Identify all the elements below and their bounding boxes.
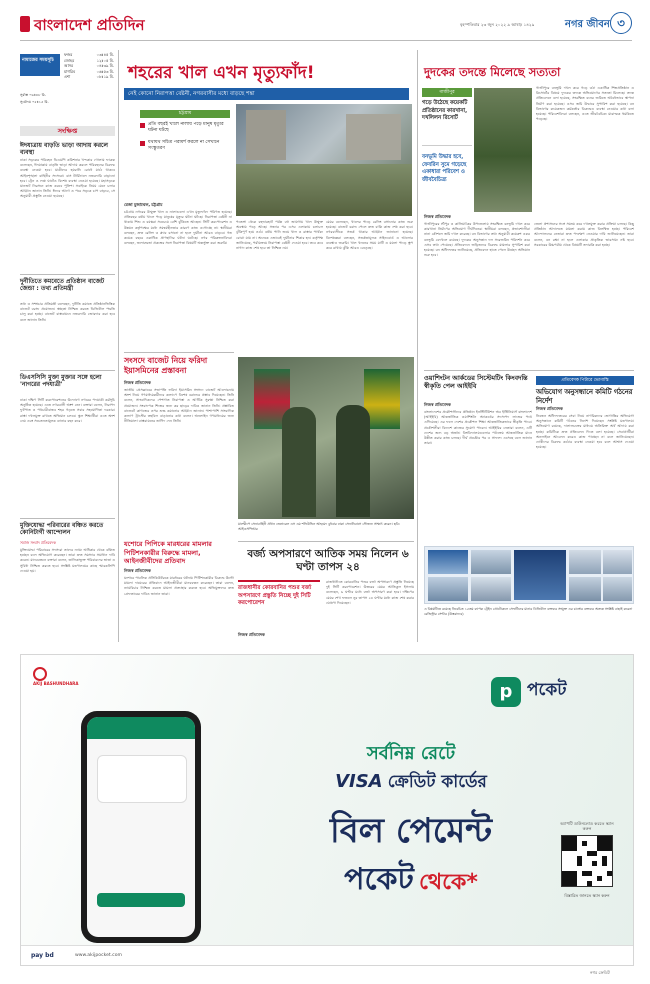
ad-footer-bar: [21, 945, 634, 966]
waste-callout-text: রাজধানীর কোরবানির পশুর বর্জ্য অপসারণে প্রস্তুতি নিচ্ছে দুই সিটি করপোরেশন: [238, 585, 312, 607]
dudok-location-tag: গাজীপুর: [422, 88, 472, 97]
masthead-rule: [20, 40, 632, 41]
lead-callout: [140, 122, 230, 152]
pocket-logo-icon: p: [491, 677, 521, 707]
prayer-row: মাগরিব ০৬ঃ৫৩ মি.: [64, 68, 114, 74]
speaker-tile: [471, 550, 511, 574]
callout-bullet: যথাযথ সচিত্র পরামর্শ করলে না সেখানে সংস্কুতরণ: [140, 140, 230, 152]
ad-line-3: বিল পেমেন্ট: [330, 811, 492, 851]
sidebar-item-tag: সমাজ সংবাদ প্রতিবেদক: [20, 540, 56, 545]
sidebar-item-head: মুক্তিযোদ্ধা পরিবারের বঞ্চিত করতে কোনিটার্গী আন্দোলন: [20, 522, 104, 537]
prayer-row: ফজর ০৩ঃ৪৫ মি.: [64, 52, 114, 57]
waste-byline: নিজস্ব প্রতিবেদক: [238, 632, 265, 637]
masthead: [20, 12, 632, 38]
resort-photo: [474, 88, 532, 212]
sidebar-item: [20, 278, 115, 293]
ad-line-2-text: ক্রেডিট কার্ডের: [387, 772, 487, 792]
phone-button: [97, 893, 185, 907]
lead-headline: শহরের খাল এখন মৃত্যুফাঁদ!: [128, 63, 315, 83]
fardi-body: জাতীয় প্রেসক্লাবের সভাপতি ফরিদা ইয়াসমিন সংসদে বাজেট আলোচনায় অংশ নিয়ে গণমাধ্যমকর্মীদের কল্যাণে বিশেষ বরাদ্দের প্রস্তাব দিয়েছেন। তিনি বলেন, সাংবাদিকদের পেশাগত নিরাপত্তা ও আর্থিক সুরক্ষা নিশ্চিত করা প্রয়োজন। সংবাদপত্র শিল্পের জন্য কর ছাড়ের দাবিও জানান তিনি। প্রস্তাবিত বাজেটে কাগজের ওপর শুল্ক কমানোর আহ্বান জানান। পাশাপাশি সাংবাদিক কল্যাণ ট্রাস্টের তহবিল বাড়ানোর কথা বলেন। অনলাইন গণমাধ্যমের জন্য নীতিমালা বাস্তবায়নের তাগিদ দেন তিনি।: [124, 388, 234, 424]
wasa-headline: ওয়াশিংটন আর্কডের সিস্টেমটিং কিংবদন্তি স্বীকৃতি পেল আইইবি: [424, 374, 528, 391]
sidebar-item: [20, 142, 115, 157]
prayer-row: আসর ০৪ঃ৩৯ মি.: [64, 63, 114, 69]
lead-location-tag: চট্টগ্রাম: [140, 110, 230, 118]
officer-left: [282, 407, 316, 517]
prayer-row: জোহর ১২ঃ০৫ মি.: [64, 57, 114, 63]
lead-body: পতেঙ্গা থেকে বহদ্দারহাট পর্যন্ত বহু জায়গায় খাল উন্মুক্ত অবস্থায় পড়ে আছে। সন্ধ্যার পর এসব এলাকায় চলাচল ঝুঁকিপূর্ণ হয়ে ওঠে। বর্ষায় পানি জমে খাল ও রাস্তার পার্থক্য বোঝা যায় না। অনেকে এভাবেই দুর্ঘটনার শিকার হন। কর্তৃপক্ষ জানিয়েছে, পর্যায়ক্রমে নিরাপত্তা বেষ্টনী দেওয়া হবে। তবে কবে নাগাদ কাজ শেষ হবে তা নিশ্চিত নয়।: [236, 220, 323, 251]
dudok-callout: [422, 154, 472, 206]
visa-logo: VISA: [335, 771, 383, 792]
complaint-tag: [536, 376, 634, 385]
sidebar-title: [20, 126, 115, 136]
callout-bullet: প্রতি বছরই খালে নালায় পড়ে মানুষ মৃত্যুর ঘটনা ঘটছে: [140, 122, 230, 134]
sidebar-item: [20, 374, 115, 389]
speaker-tile: [603, 550, 632, 574]
ad-footer-url: www.akijpocket.com: [75, 953, 122, 958]
column-rule: [417, 50, 418, 642]
army-photo: [238, 357, 414, 519]
ad-line-4: [271, 855, 551, 906]
sidebar-divider: [20, 370, 115, 371]
sidebar-divider: [20, 518, 115, 519]
pocket-logo-text: পকেট: [527, 680, 567, 700]
officer-right: [336, 405, 370, 517]
prayer-label: নামাজের সময়সূচি: [20, 54, 60, 76]
lead-subhead: [124, 88, 409, 100]
complaint-body: নিবন্ধন অধিদফতরের সেবা নিয়ে নাগরিকদের ভোগান্তির অভিযোগ অনুসন্ধানে কমিটি গঠনের নির্দেশ দিয়েছেন সংশ্লিষ্ট মন্ত্রণালয়। অভিযোগ রয়েছে, দালালচক্রের মাধ্যমে অতিরিক্ত অর্থ আদায় করা হচ্ছে। কমিটিকে দ্রুত প্রতিবেদন দিতে বলা হয়েছে। সেবাপ্রার্থীরা অনলাইনে আবেদন করেও কাজ পাচ্ছেন না বলে জানিয়েছেন। দোষীদের বিরুদ্ধে কঠোর ব্যবস্থা নেওয়া হবে বলে আশ্বাস দেওয়া হয়েছে।: [536, 414, 634, 450]
lead-byline: রেজা মুজাম্মেল, চট্টগ্রাম: [124, 202, 163, 207]
meeting-photo-grid: [424, 546, 634, 604]
petition-byline: নিজস্ব প্রতিবেদক: [124, 568, 151, 573]
phone-mockup: [81, 711, 201, 943]
dudok-byline: নিজস্ব প্রতিবেদক: [424, 214, 451, 219]
prayer-box: [20, 50, 115, 108]
dudok-callout-text: বনভূমি উদ্ধার হবে, ফেবরিন সুমে গড়েছে একাধারা পরিবেশ ও জীববৈচিত্র্য: [422, 154, 467, 183]
speaker-tile-main: [514, 550, 566, 600]
section-divider: [124, 352, 234, 353]
photo-caption: মালদ্বীপে সেনাবাহিনী প্রধান জেনারেল এস এম শফিউদ্দিন আহমেদ বুধবার ঢাকা সেনানিবাসে সৌজন্য সাক্ষাৎ করেন। ছবি: আইএসপিআর: [238, 522, 400, 531]
qr-label: অ্যাপটি ডাউনলোড করতে স্ক্যান করুন: [560, 821, 614, 832]
ad-brand-logo: [33, 667, 93, 685]
waste-headline: বর্জ্য অপসারণে আতিক সময় নিলেন ৬ ঘণ্টা তাপস ২৪: [247, 548, 409, 573]
sidebar-title-text: সংক্ষিপ্ত: [57, 127, 78, 135]
ad-footer-left: pay bd: [31, 952, 54, 959]
footer-credit: নগর ক্রেডিট: [590, 970, 610, 975]
dudok-headline: দুদকের তদন্তে মিলেছে সত্যতা: [424, 65, 561, 79]
petition-body: যশোরে পাবলিক প্রসিকিউটরকে মারধরের ঘটনায় পিটিশনকারীর বিরুদ্ধে উল্টো মামলা দায়েরের প্রতিবাদে আইনজীবীরা মানববন্ধন করেছেন। তারা বলেন, ন্যায়বিচার নিশ্চিত করতে মামলা প্রত্যাহার করতে হবে। অভিযুক্তদের দ্রুত গ্রেফতারের দাবিও জানান তারা।: [124, 576, 234, 596]
section-divider: [424, 370, 634, 371]
ad-line-1: সর্বনিম্ন রেটে: [366, 743, 456, 764]
canal-photo: [236, 104, 412, 216]
sidebar-item: [20, 522, 115, 537]
prayer-table: [64, 52, 114, 80]
sidebar-divider: [20, 274, 115, 275]
masthead-date: বৃহস্পতিবার ২৩ জুন ২০২২ ৯ আষাঢ় ১৪২৯: [460, 22, 535, 27]
speaker-tile: [569, 550, 601, 574]
dudok-body: গাজীপুরের শ্রীপুর ও কালিয়াকৈর উপজেলায় সংরক্ষিত বনভূমি দখল করে কারখানা নির্মাণের অভিযোগ দীর্ঘদিনের। স্থানীয়রা বলছেন, প্রভাবশালীরা নানা কৌশলে জমি দখল করেছে। বন বিভাগের তথ্য অনুযায়ী কয়েকশ একর বনভূমি বেদখলে রয়েছে। দুদকের অনুসন্ধান দল সরেজমিন পরিদর্শন করে এসব তথ্য পেয়েছে। প্রতিবেদনে জড়িতদের বিরুদ্ধে মামলার সুপারিশ করা হয়েছে। বন অধিদফতর জানিয়েছে, প্রতিবেদন হাতে পেলে উচ্ছেদ অভিযান শুরু হবে।: [424, 222, 530, 258]
sidebar-item-body: ঢাকা দক্ষিণ সিটি করপোরেশনের উদ্যোগে নগরের পদযাত্রী কর্মসূচি অনুষ্ঠিত হয়েছে। এতে নগরবাসী অংশ নেন। বক্তারা বলেন, নিরাপদ ফুটপাত ও পথচারীবান্ধব শহর গড়তে সবার সহযোগিতা দরকার। রাস্তা দখলমুক্ত রাখতে অভিযান চলবে। স্কুল শিক্ষার্থীরা এতে অংশ নেয় এবং সচেতনতামূলক ব্যানার বহন করে।: [20, 398, 115, 423]
masthead-logo: বাংলাদেশ প্রতিদিন: [34, 16, 145, 34]
fardi-headline: সংসদে বাজেট নিয়ে ফরিদা ইয়াসমিনের প্রস্তাবনা: [124, 356, 208, 375]
canal-building: [246, 110, 286, 160]
sidebar-item-body: ঢাকা সড়কের পরিবহন ডিএমপি কমিশনার খন্দকার গোলাম ফারুক বলেছেন, ঈদযাত্রায় বাড়তি ভাড়া আদায় করলে পরিবহনের বিরুদ্ধে ব্যবস্থা নেওয়া হবে। যাত্রীদের হয়রানি রোধে মাঠে থাকবে আইনশৃঙ্খলা বাহিনীর সদস্যরা। বাস টার্মিনালে নজরদারি বাড়ানো হবে। ট্রেন ও লঞ্চ ঘাটেও বিশেষ ব্যবস্থা নেওয়া হয়েছে। মহাসড়কে যানজট নিরসনে কাজ করবে পুলিশ। সবাইকে নিয়ম মেনে চলার আহ্বান জানান তিনি। ঈদের আগে ও পরে সড়কে চাপ বাড়বে, সে অনুযায়ী প্রস্তুতি নেওয়া হয়েছে।: [20, 158, 115, 199]
speaker-tile: [428, 577, 468, 601]
complaint-tag-text: প্রতিবেদক পিটারে ভোগাস্তি: [561, 378, 609, 383]
lead-subhead-text: নেই কোনো নিরাপত্তা বেষ্টনী, নগরবাসীর মধ্যে বাড়ছে শঙ্কা: [128, 91, 255, 97]
lead-body: চট্টগ্রাম নগরের উন্মুক্ত খাল ও নালাগুলো এখন মৃত্যুফাঁদে পরিণত হয়েছে। প্রতিবছর বর্ষায় খালে পড়ে মানুষের মৃত্যুর ঘটনা ঘটছে। নিরাপত্তা বেষ্টনী না থাকায় শিশু ও বয়স্করা সবচেয়ে বেশি ঝুঁকিতে আছেন। সিটি করপোরেশন ও উন্নয়ন কর্তৃপক্ষের মধ্যে সমন্বয়হীনতার কারণে কাজ এগোচ্ছে না। স্থানীয়রা বলছেন, দ্রুত রেলিং ও স্ল্যাব বসানো না হলে দুর্ঘটনা আরও বাড়বে। গত কয়েক বছরে একাধিক প্রাণহানির ঘটনা ঘটেছে। নগর পরিকল্পনাবিদরা বলছেন, জলাবদ্ধতা প্রকল্পের সঙ্গে নিরাপত্তা বিষয়টি অন্তর্ভুক্ত করা জরুরি।: [124, 210, 232, 246]
speaker-tile: [569, 577, 601, 601]
phone-screen: [87, 717, 195, 937]
sidebar-item-body: মুক্তিযোদ্ধা পরিবারের সদস্যরা তাদের ন্যায্য অধিকার থেকে বঞ্চিত হচ্ছেন বলে অভিযোগ করেছেন। তারা দ্রুত সমস্যার সমাধান দাবি করেন। মানববন্ধনে বক্তারা বলেন, তালিকাভুক্ত পরিবারদের ভাতা ও সুবিধা নিশ্চিত করতে হবে। সংশ্লিষ্ট মন্ত্রণালয়ের কাছে স্মারকলিপি দেওয়া হয়।: [20, 548, 115, 573]
waste-callout: [238, 580, 320, 630]
wasa-body: বাংলাদেশের প্রকৌশলীদের প্রতিষ্ঠান ইনস্টিটিউশন অব ইঞ্জিনিয়ার্স বাংলাদেশ (আইইবি) আন্তর্জাতিক ওয়াশিংটন অ্যাকর্ডের সদস্যপদ লাভের পথে এগিয়েছে। এর ফলে দেশের প্রকৌশল শিক্ষা আন্তর্জাতিকভাবে স্বীকৃতি পাবে। প্রকৌশলীরা বিদেশে কাজের সুযোগ পাবেন। আইইবির নেতারা বলেন, এটি দেশের জন্য বড় অর্জন। বিশ্ববিদ্যালয়গুলোর পাঠ্যক্রম আন্তর্জাতিক মানে উন্নীত করার কাজ চলছে। দীর্ঘ প্রচেষ্টার পর এ সাফল্য এসেছে বলে জানান তারা।: [424, 410, 532, 446]
qr-code-icon: [561, 835, 613, 887]
lead-body: মেয়র বলেছেন, খালের পাড়ে রেলিং বসানোর কাজ শুরু হয়েছে। বাজেট বরাদ্দ পেলে দ্রুত বাকি কাজ শেষ করা হবে। নগরবাসীকে সতর্ক থাকার আহ্বান জানানো হয়েছে। বিশেষজ্ঞরা বলছেন, সতর্কতামূলক সাইনবোর্ড ও আলোর ব্যবস্থাও জরুরি। খাল খননের সময় মাটি ও ময়লা পাড়ে স্তূপ করে রাখায় ঝুঁকি আরও বেড়েছে।: [326, 220, 413, 251]
ad-footer-right: বিস্তারিত জানতে স্ক্যান করুন: [564, 893, 610, 898]
complaint-byline: নিজস্ব প্রতিবেদক: [536, 406, 563, 411]
dudok-body: জেলা প্রশাসনের সঙ্গে সমন্বয় করে দখলমুক্ত করার প্রক্রিয়া চলছে। কিছু প্রতিষ্ঠান আদালতে মামলা করায় কাজ বিলম্বিত হচ্ছে। পরিবেশ আন্দোলনের নেতারা দ্রুত পদক্ষেপ নেওয়ার দাবি জানিয়েছেন। তারা বলেন, বন রক্ষা না হলে এলাকার প্রাকৃতিক ভারসাম্য নষ্ট হবে। সরকারের উচ্চপর্যায় থেকে বিষয়টি তদারকি করা হচ্ছে।: [534, 222, 634, 247]
speaker-tile: [603, 577, 632, 601]
sidebar-item-head: ঈদযাত্রায় বাড়তি ভাড়া আদায় করলে ব্যবস্থা: [20, 142, 108, 157]
ad-line-4-suffix: থেকে*: [418, 870, 478, 895]
sunset-time: সূর্যাস্ত ০৬ঃ৪৮ মি.: [20, 93, 46, 97]
speaker-tile: [428, 550, 468, 574]
dudok-body: গাজীপুরে বনভূমি দখল করে গড়ে ওঠা একাধিক শিল্পপ্রতিষ্ঠান ও রিসোর্টের বিষয়ে দুদকের তদন্তে অভিযোগের সত্যতা মিলেছে। তদন্ত প্রতিবেদনে বলা হয়েছে, সংরক্ষিত বনের জমিতে অবৈধভাবে স্থাপনা নির্মাণ করা হয়েছে। এসব জমি উদ্ধারে সুপারিশ করা হয়েছে। বন বিভাগের কয়েকজন কর্মকর্তার বিরুদ্ধেও ব্যবস্থা নেওয়ার কথা বলা হয়েছে। পরিবেশবিদরা বলছেন, এতে জীববৈচিত্র্য মারাত্মক হুমকিতে পড়েছে।: [536, 86, 634, 122]
square-bullet-icon: [140, 123, 145, 128]
sidebar-item-head: দুর্নীতিতে কমবেতে প্রতিষ্ঠান বাজেট জেন্ডা : তথ্য প্রতিমন্ত্রী: [20, 278, 105, 293]
petition-headline: যশোরে পিপিকে মারধরের মামলার পিটিশনকারীর বিরুদ্ধে মামলা, আইনজীবীদের প্রতিবাদ: [124, 540, 212, 566]
column-rule: [118, 50, 119, 642]
square-bullet-icon: [140, 141, 145, 146]
complaint-headline: অভিযোগ অনুসন্ধানে কমিটি গঠনের নির্দেশ: [536, 388, 633, 405]
speaker-tile: [471, 577, 511, 601]
dudok-callout-text: গড়ে উঠেছে কয়েকটি প্রতিষ্ঠানের কারখানা, দখলিলন রিসোর্ট: [422, 100, 468, 122]
ad-brand-text: AKIJ BASHUNDHARA: [33, 681, 79, 686]
pocket-logo: [491, 675, 611, 709]
meeting-caption: এ বিষয়টিতে রয়েছে নিবেচিত ১৫তম ব্যাপক ট্রেইন প্রোটোকলে সেফটিনের মানার ডিজিটাল বক্তব্যর সংযুক্ত এর চাঙ্গোর বক্তব্যর অত্যন্ত সংশ্লিষ্ট বাছাই করেনা রেজিস্ট্রার সেন্টার (উত্তরাদের): [424, 607, 633, 616]
logo-mark-icon: [20, 16, 30, 32]
section-name: নগর জীবন: [565, 19, 610, 30]
sidebar-item-head: ডিএসসিসি মুক্তা মুক্তার সঙ্গে হলো 'নাগরের পদযাত্রী': [20, 374, 102, 389]
qr-code-pattern: [562, 836, 612, 886]
canal-water: [236, 164, 412, 216]
phone-card: [97, 755, 187, 803]
page-number: ৩: [610, 12, 632, 34]
section-divider: [238, 541, 414, 542]
sidebar-item-body: তথ্য ও সম্প্রচার প্রতিমন্ত্রী বলেছেন, দুর্নীতি কমাতে প্রতিষ্ঠানভিত্তিক বাজেট বরাদ্দ প্রয়োজন। স্বচ্ছতা নিশ্চিত করতে ডিজিটাল পদ্ধতি চালু করা হচ্ছে। বাজেট বাস্তবায়নে নজরদারি জোরদার করা হবে বলে জানান তিনি।: [20, 302, 115, 322]
prayer-row: এশা ০৮ঃ১৯ মি.: [64, 74, 114, 80]
ad-line-4-brand: পকেট: [344, 862, 414, 897]
ad-line-2: [271, 769, 551, 797]
fardi-byline: নিজস্ব প্রতিবেদক: [124, 380, 151, 385]
canal-building: [346, 114, 401, 160]
phone-app-bar: [87, 717, 195, 739]
pocket-ad: [20, 654, 634, 966]
sunrise-time: সূর্যোদয় ০৫ঃ১৫ মি.: [20, 100, 49, 104]
waste-body: রাজধানীতে কোরবানির পশুর বর্জ্য অপসারণে প্রস্তুতি নিয়েছে দুই সিটি করপোরেশন। উত্তরের মেয়র আতিকুল ইসলাম বলেছেন, ৬ ঘণ্টার মধ্যে বর্জ্য অপসারণ করা হবে। দক্ষিণের মেয়র শেখ ফজলে নূর তাপস ২৪ ঘণ্টার মধ্যে কাজ শেষ করার ঘোষণা দিয়েছেন।: [326, 580, 414, 605]
wasa-byline: নিজস্ব প্রতিবেদক: [424, 402, 451, 407]
dudok-callout: [422, 100, 472, 146]
ad-brand-mark-icon: [33, 667, 47, 681]
